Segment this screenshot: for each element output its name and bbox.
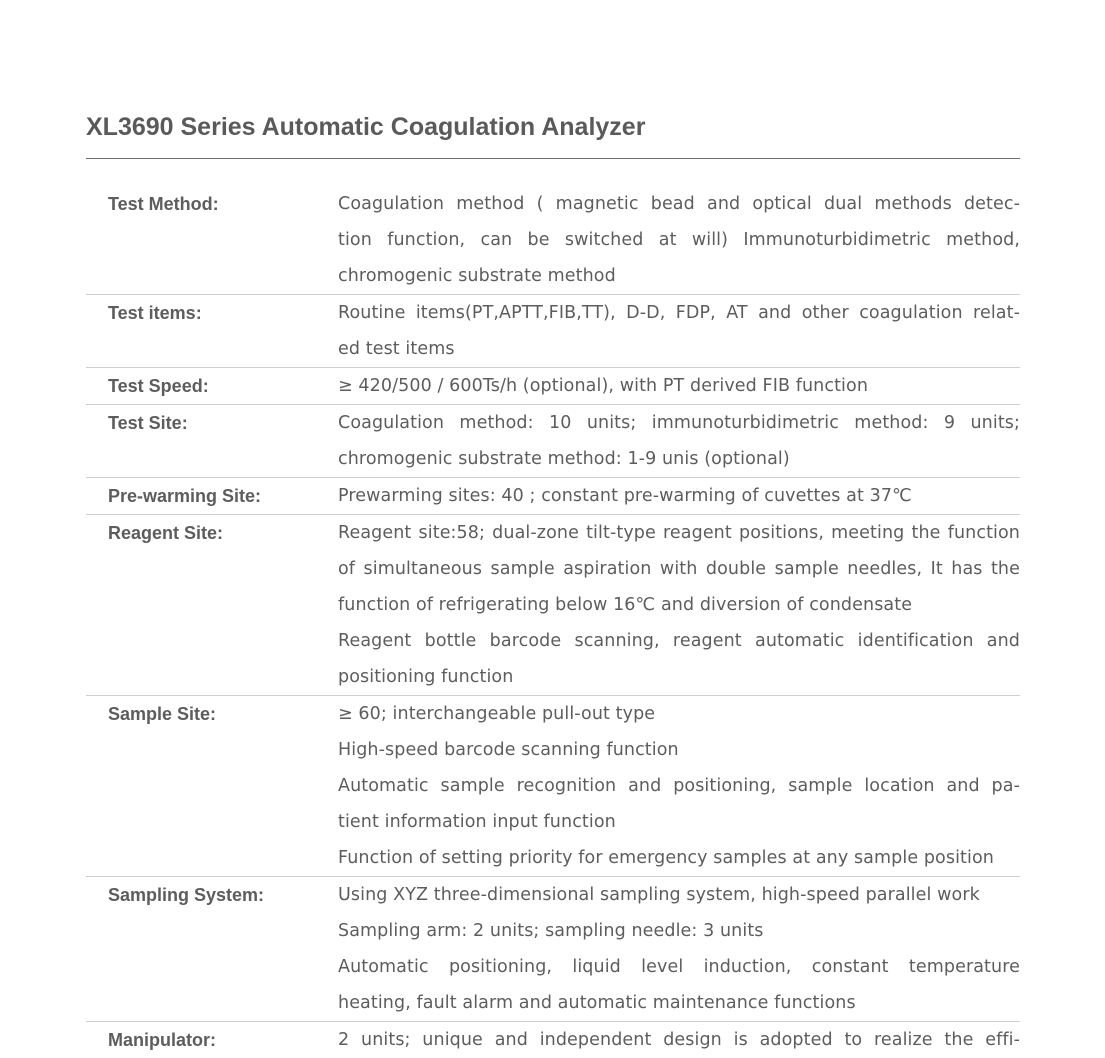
spec-value-line: function of refrigerating below 16℃ and diversion of condensate: [338, 595, 913, 615]
spec-row: [86, 405, 1020, 478]
spec-label: Pre-warming Site:: [108, 486, 262, 506]
spec-value-line: heating, fault alarm and automatic maintenance functions: [338, 993, 856, 1013]
spec-row: [86, 515, 1020, 696]
title-divider: [86, 158, 1020, 159]
spec-value-line: ≥ 420/500 / 600Ts/h (optional), with PT derived FIB function: [338, 376, 869, 396]
spec-value-line: Sampling arm: 2 units; sampling needle: 3 units: [338, 921, 764, 941]
spec-value: [338, 405, 1020, 477]
spec-value: [338, 368, 1020, 404]
spec-value-line: Reagent bottle barcode scanning, reagent automatic identification and: [338, 631, 1020, 651]
spec-row: [86, 478, 1020, 515]
spec-value-line: Coagulation method: 10 units; immunoturbidimetric method: 9 units;: [338, 413, 1020, 433]
spec-label: Sample Site:: [108, 704, 217, 724]
spec-value-line: chromogenic substrate method: [338, 266, 616, 286]
spec-value: [338, 877, 1020, 1021]
spec-value-line: chromogenic substrate method: 1-9 unis (optional): [338, 449, 790, 469]
spec-value-line: ≥ 60; interchangeable pull-out type: [338, 704, 656, 724]
spec-value-line: tion function, can be switched at will) Immunoturbidimetric method,: [338, 230, 1020, 250]
spec-row: [86, 186, 1020, 295]
spec-value-line: Automatic sample recognition and positioning, sample location and pa-: [338, 776, 1020, 796]
spec-value: [338, 696, 1020, 876]
spec-value: [338, 515, 1020, 695]
spec-label: Test Speed:: [108, 376, 209, 396]
spec-value-line: ed test items: [338, 339, 455, 359]
spec-value-line: positioning function: [338, 667, 514, 687]
spec-value-line: Using XYZ three-dimensional sampling system, high-speed parallel work: [338, 885, 980, 905]
spec-row: [86, 1022, 1020, 1058]
spec-row: [86, 696, 1020, 877]
spec-table: [86, 186, 1020, 1058]
spec-label: Manipulator:: [108, 1030, 216, 1050]
spec-value: [338, 1022, 1020, 1058]
spec-value-line: Automatic positioning, liquid level induction, constant temperature: [338, 957, 1020, 977]
spec-value: [338, 478, 1020, 514]
spec-label: Test Site:: [108, 413, 188, 433]
spec-row: [86, 877, 1020, 1022]
spec-value-line: Routine items(PT,APTT,FIB,TT), D-D, FDP, AT and other coagulation relat-: [338, 303, 1020, 323]
spec-label: Sampling System:: [108, 885, 265, 905]
spec-value-line: Reagent site:58; dual-zone tilt-type reagent positions, meeting the function: [338, 523, 1020, 543]
spec-value: [338, 186, 1020, 294]
spec-value-line: Coagulation method ( magnetic bead and optical dual methods detec-: [338, 194, 1020, 214]
spec-label: Test Method:: [108, 194, 219, 214]
spec-value: [338, 295, 1020, 367]
spec-value-line: Prewarming sites: 40 ; constant pre-warming of cuvettes at 37℃: [338, 486, 912, 506]
spec-label: Test items:: [108, 303, 202, 323]
spec-value-line: Function of setting priority for emergency samples at any sample position: [338, 848, 994, 868]
spec-label: Reagent Site:: [108, 523, 224, 543]
spec-row: [86, 368, 1020, 405]
document-title: XL3690 Series Automatic Coagulation Analyzer: [86, 113, 646, 141]
spec-row: [86, 295, 1020, 368]
spec-value-line: 2 units; unique and independent design is adopted to realize the effi-: [338, 1030, 1020, 1050]
spec-value-line: tient information input function: [338, 812, 616, 832]
spec-value-line: of simultaneous sample aspiration with double sample needles, It has the: [338, 559, 1020, 579]
spec-value-line: High-speed barcode scanning function: [338, 740, 679, 760]
